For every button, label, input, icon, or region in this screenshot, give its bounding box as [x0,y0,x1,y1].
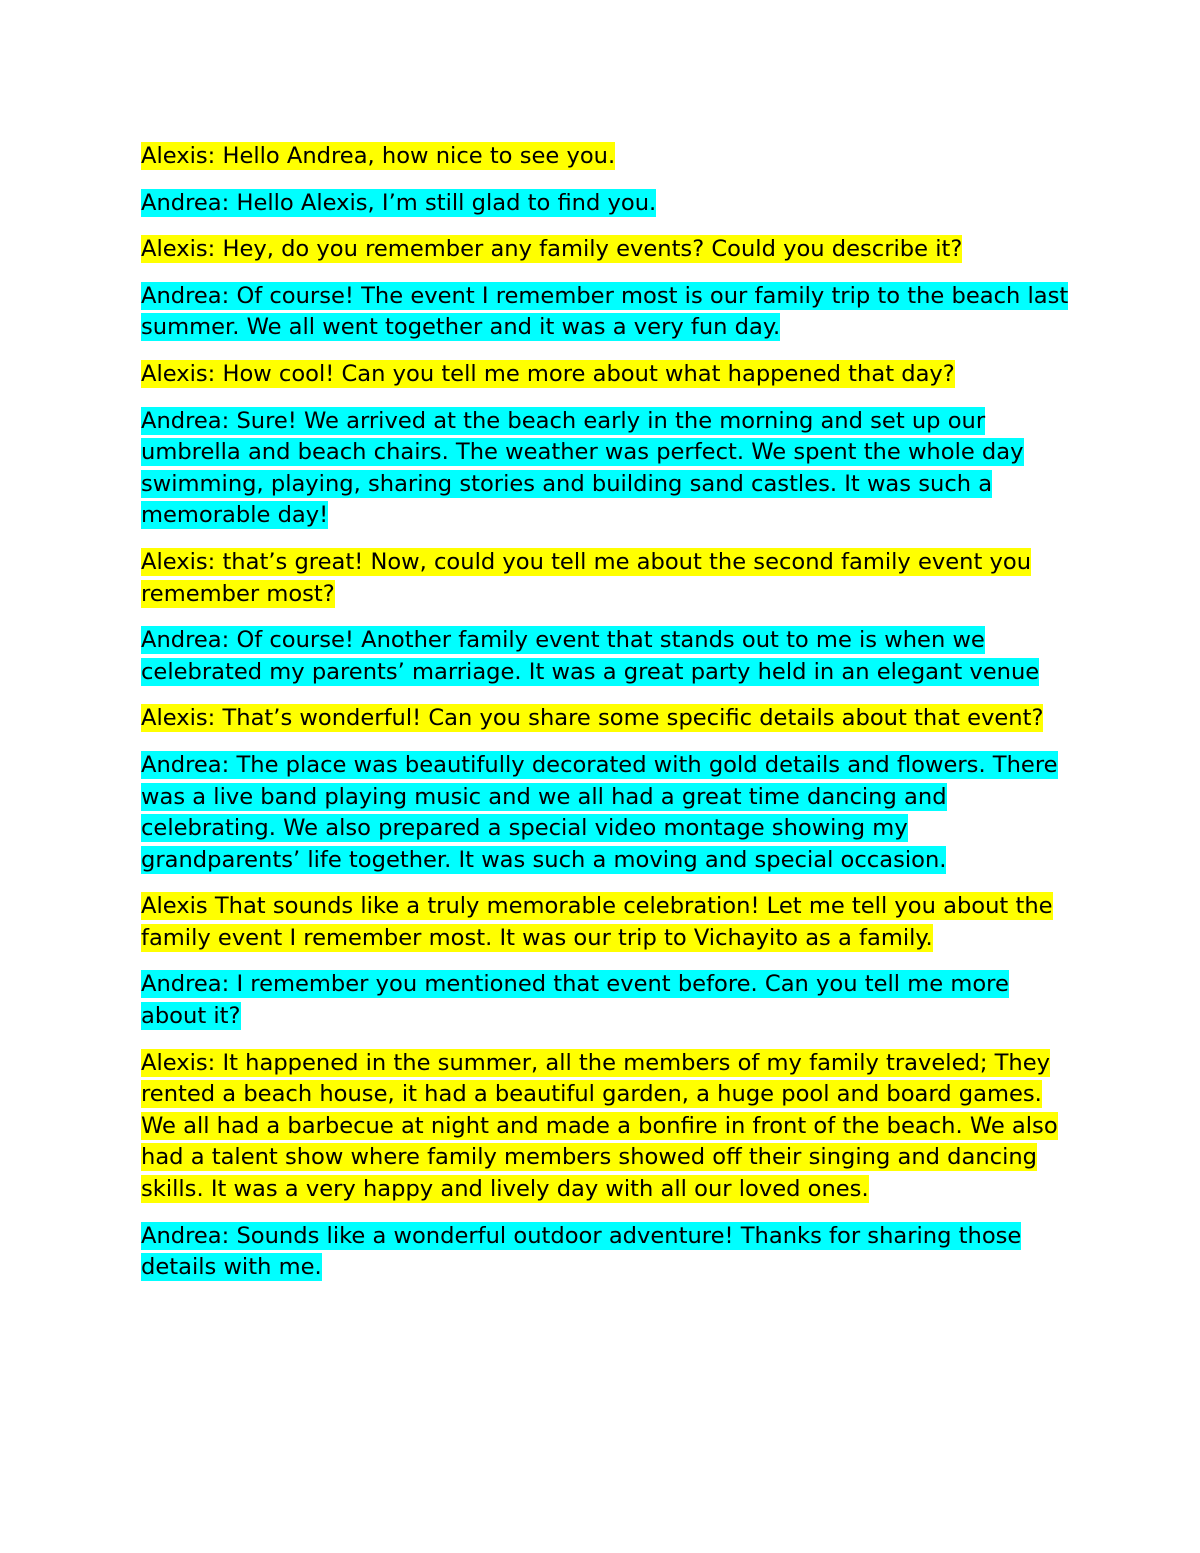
highlighted-text: Andrea: Of course! Another family event that stands out to me is when we celebrated my parents’ marriage. It was a great party held in an elegant venue [141,627,1040,685]
dialogue-line-andrea [141,188,1071,220]
highlighted-text: Andrea: I remember you mentioned that event before. Can you tell me more about it? [141,971,1009,1030]
dialogue-line-alexis [141,703,1071,735]
highlighted-text: Andrea: The place was beautifully decorated with gold details and flowers. There was a live band playing music and we all had a great time dancing and celebrating. We also prepared a special video montage showing my grandparents’ life together. It was such a moving and special occasion. [141,751,1058,873]
dialogue-line-andrea [141,969,1071,1032]
dialogue-line-alexis [141,359,1071,391]
dialogue-line-andrea [141,625,1071,688]
highlighted-text: Alexis: that’s great! Now, could you tell me about the second family event you remember most? [141,548,1032,607]
dialogue-line-andrea [141,1221,1071,1284]
highlighted-text: Alexis That sounds like a truly memorable celebration! Let me tell you about the family event I remember most. It was our trip to Vichayito as a family. [141,893,1053,951]
highlighted-text: Alexis: Hello Andrea, how nice to see you. [141,143,616,169]
highlighted-text: Alexis: Hey, do you remember any family events? Could you describe it? [141,236,963,263]
dialogue-line-alexis [141,547,1071,610]
highlighted-text: Alexis: That’s wonderful! Can you share some specific details about that event? [141,705,1044,732]
dialogue-line-alexis [141,141,1071,173]
highlighted-text: Andrea: Hello Alexis, I’m still glad to find you. [141,189,657,216]
highlighted-text: Alexis: It happened in the summer, all the members of my family traveled; They rented a beach house, it had a beautiful garden, a huge pool and board games. We all had a barbecue at night and made a bonfire in front of the beach. We also had a talent show where family members showed off their singing and dancing skills. It was a very happy and lively day with all our loved ones. [141,1049,1058,1203]
dialogue-line-alexis [141,234,1071,266]
dialogue-line-alexis [141,891,1071,954]
highlighted-text: Andrea: Sounds like a wonderful outdoor adventure! Thanks for sharing those details with me. [141,1222,1022,1281]
dialogue-line-andrea [141,281,1071,344]
dialogue-line-andrea [141,750,1071,876]
highlighted-text: Andrea: Of course! The event I remember most is our family trip to the beach last summer. We all went together and it was a very fun day. [141,282,1069,341]
highlighted-text: Alexis: How cool! Can you tell me more about what happened that day? [141,360,955,387]
highlighted-text: Andrea: Sure! We arrived at the beach early in the morning and set up our umbrella and beach chairs. The weather was perfect. We spent the whole day swimming, playing, sharing stories and building sand castles. It was such a memorable day! [141,407,1024,529]
dialogue-line-alexis [141,1048,1071,1206]
dialogue-body [141,141,1071,1299]
dialogue-line-andrea [141,406,1071,532]
